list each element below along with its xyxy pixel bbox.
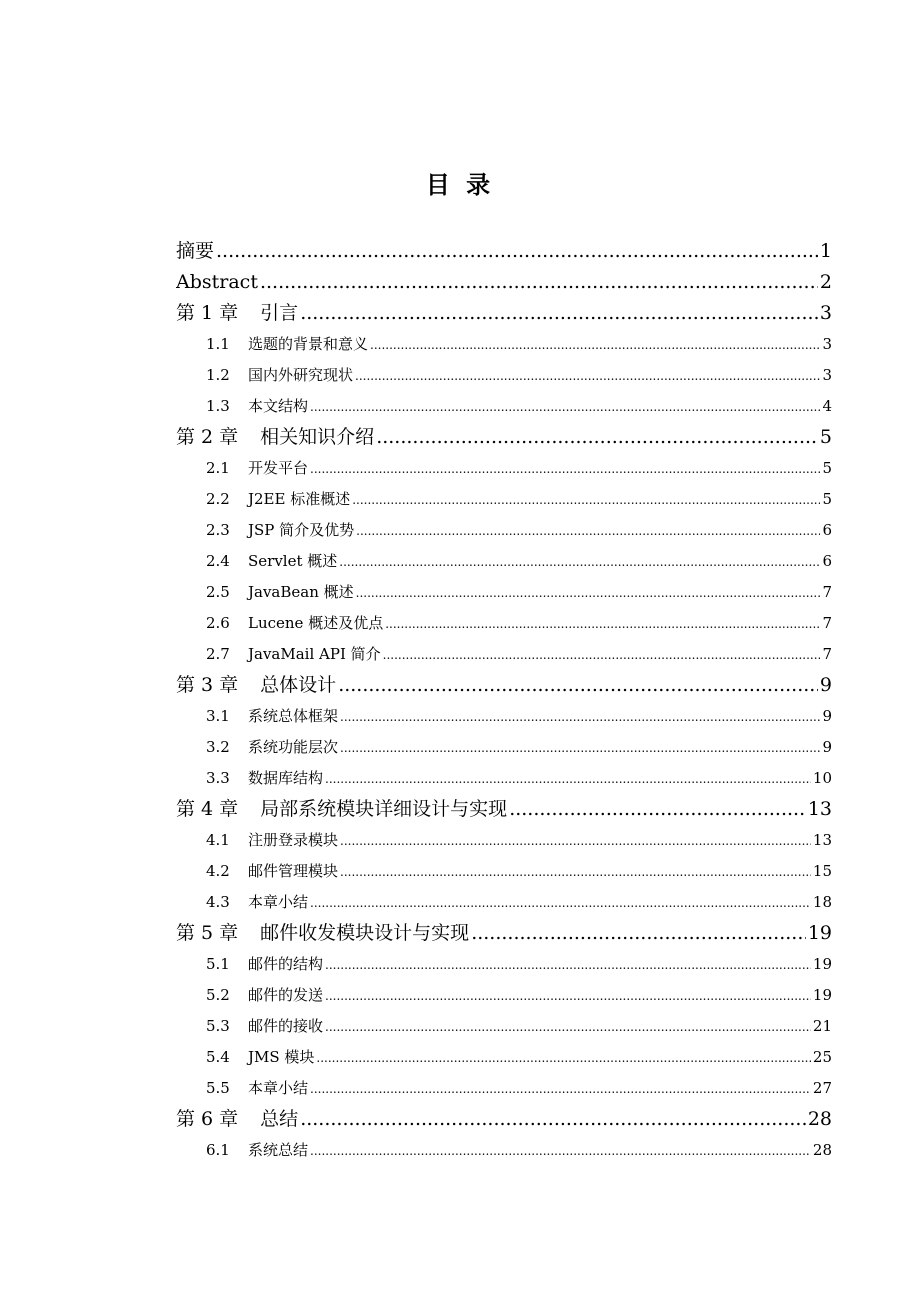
toc-section-entry[interactable] [176,732,832,763]
toc-entry-label: 国内外研究现状 [248,366,354,384]
toc-section-entry[interactable] [176,825,832,856]
toc-entry-page-number: 1 [819,240,832,262]
toc-entry-number: 5.1 [206,955,230,973]
toc-entry-page-number: 27 [812,1079,832,1097]
dot-leader [325,980,811,1011]
dot-leader [356,577,821,608]
toc-chapter-entry[interactable] [176,236,832,267]
dot-leader [340,856,811,887]
toc-entry-label: 总体设计 [260,674,337,696]
dot-leader [340,825,811,856]
toc-chapter-entry[interactable] [176,1104,832,1135]
dot-leader [338,670,818,701]
toc-entry-label: 数据库结构 [248,769,324,787]
toc-section-entry[interactable] [176,639,832,670]
dot-leader [260,267,818,298]
toc-entry-page-number: 13 [807,798,832,820]
toc-entry-page-number: 9 [822,707,832,725]
dot-leader [310,453,820,484]
toc-section-entry[interactable] [176,763,832,794]
dot-leader [340,732,820,763]
toc-entry-page-number: 5 [819,426,832,448]
toc-entry-number: 第 2 章 [176,426,239,448]
toc-entry-label: J2EE 标准概述 [248,490,351,508]
toc-entry-label: 总结 [260,1108,299,1130]
toc-entry-page-number: 9 [822,738,832,756]
toc-entry-label: JavaBean 概述 [248,583,354,601]
toc-section-entry[interactable] [176,856,832,887]
toc-entry-number: 2.7 [206,645,230,663]
toc-entry-number: 3.1 [206,707,230,725]
dot-leader [376,422,818,453]
toc-entry-label: 本文结构 [248,397,309,415]
toc-entry-number: 3.3 [206,769,230,787]
toc-entry-page-number: 7 [822,583,832,601]
toc-entry-page-number: 5 [822,490,832,508]
toc-section-entry[interactable] [176,1011,832,1042]
toc-entry-number: 3.2 [206,738,230,756]
toc-entry-label: 系统总体框架 [248,707,339,725]
toc-entry-page-number: 19 [812,955,832,973]
toc-entry-label: 注册登录模块 [248,831,339,849]
toc-entry-number: 2.3 [206,521,230,539]
toc-entry-label: Servlet 概述 [248,552,338,570]
toc-entry-label: 本章小结 [248,1079,309,1097]
toc-section-entry[interactable] [176,391,832,422]
toc-entry-number: 4.3 [206,893,230,911]
toc-entry-label: 本章小结 [248,893,309,911]
toc-section-entry[interactable] [176,453,832,484]
toc-entry-label: 选题的背景和意义 [248,335,369,353]
toc-chapter-entry[interactable] [176,794,832,825]
dot-leader [310,1135,811,1166]
toc-entry-number: 2.2 [206,490,230,508]
toc-section-entry[interactable] [176,329,832,360]
dot-leader [385,608,820,639]
toc-entry-label: 相关知识介绍 [260,426,375,448]
toc-entry-label: 开发平台 [248,459,309,477]
toc-entry-page-number: 9 [819,674,832,696]
toc-entry-label: 局部系统模块详细设计与实现 [260,798,508,820]
toc-entry-label: 引言 [260,302,299,324]
toc-section-entry[interactable] [176,484,832,515]
toc-entry-number: 第 6 章 [176,1108,239,1130]
toc-entry-page-number: 10 [812,769,832,787]
toc-section-entry[interactable] [176,980,832,1011]
toc-entry-number: 1.2 [206,366,230,384]
toc-section-entry[interactable] [176,360,832,391]
dot-leader [471,918,806,949]
toc-entry-number: 2.6 [206,614,230,632]
toc-entry-label: 邮件的结构 [248,955,324,973]
toc-entry-number: 6.1 [206,1141,230,1159]
dot-leader [310,391,820,422]
toc-section-entry[interactable] [176,949,832,980]
toc-chapter-entry[interactable] [176,267,832,298]
toc-entry-label: 摘要 [176,240,215,262]
table-of-contents [176,236,832,1166]
toc-entry-number: 2.1 [206,459,230,477]
toc-entry-label: JavaMail API 简介 [248,645,381,663]
dot-leader [310,1073,811,1104]
toc-entry-page-number: 21 [812,1017,832,1035]
dot-leader [509,794,806,825]
toc-entry-page-number: 13 [812,831,832,849]
toc-entry-label: 邮件管理模块 [248,862,339,880]
dot-leader [340,701,820,732]
toc-entry-page-number: 19 [807,922,832,944]
dot-leader [339,546,820,577]
toc-entry-label: 邮件的发送 [248,986,324,1004]
toc-entry-number: 第 4 章 [176,798,239,820]
toc-entry-page-number: 18 [812,893,832,911]
dot-leader [383,639,821,670]
toc-chapter-entry[interactable] [176,670,832,701]
toc-entry-page-number: 3 [822,335,832,353]
toc-entry-label: 邮件收发模块设计与实现 [260,922,470,944]
toc-section-entry[interactable] [176,608,832,639]
toc-entry-label: 邮件的接收 [248,1017,324,1035]
toc-chapter-entry[interactable] [176,918,832,949]
dot-leader [310,887,811,918]
toc-chapter-entry[interactable] [176,298,832,329]
toc-entry-number: 2.5 [206,583,230,601]
toc-entry-number: 1.1 [206,335,230,353]
toc-entry-page-number: 3 [819,302,832,324]
toc-section-entry[interactable] [176,1042,832,1073]
toc-entry-page-number: 15 [812,862,832,880]
toc-entry-label: JMS 模块 [248,1048,315,1066]
toc-entry-label: JSP 简介及优势 [248,521,355,539]
toc-section-entry[interactable] [176,1073,832,1104]
dot-leader [300,1104,806,1135]
toc-entry-number: 第 5 章 [176,922,239,944]
toc-section-entry[interactable] [176,577,832,608]
toc-entry-number: 5.2 [206,986,230,1004]
dot-leader [300,298,818,329]
toc-section-entry[interactable] [176,887,832,918]
toc-entry-page-number: 4 [822,397,832,415]
toc-entry-page-number: 3 [822,366,832,384]
toc-entry-label: 系统功能层次 [248,738,339,756]
toc-entry-number: 2.4 [206,552,230,570]
toc-entry-label: Abstract [176,271,258,293]
toc-entry-page-number: 2 [819,271,832,293]
toc-entry-page-number: 5 [822,459,832,477]
toc-entry-page-number: 6 [822,552,832,570]
toc-entry-number: 5.4 [206,1048,230,1066]
toc-entry-page-number: 28 [812,1141,832,1159]
dot-leader [352,484,820,515]
toc-section-entry[interactable] [176,515,832,546]
dot-leader [325,763,811,794]
toc-entry-page-number: 6 [822,521,832,539]
dot-leader [355,360,820,391]
dot-leader [325,949,811,980]
toc-title: 目 录 [425,170,495,199]
toc-entry-number: 4.1 [206,831,230,849]
toc-entry-number: 5.5 [206,1079,230,1097]
toc-entry-number: 4.2 [206,862,230,880]
toc-entry-page-number: 7 [822,614,832,632]
dot-leader [370,329,820,360]
toc-section-entry[interactable] [176,546,832,577]
toc-section-entry[interactable] [176,1135,832,1166]
toc-entry-number: 第 1 章 [176,302,239,324]
dot-leader [356,515,820,546]
dot-leader [325,1011,811,1042]
toc-entry-label: 系统总结 [248,1141,309,1159]
dot-leader [316,1042,810,1073]
toc-entry-label: Lucene 概述及优点 [248,614,384,632]
dot-leader [216,236,818,267]
toc-entry-page-number: 28 [807,1108,832,1130]
toc-section-entry[interactable] [176,701,832,732]
toc-entry-page-number: 19 [812,986,832,1004]
toc-entry-number: 5.3 [206,1017,230,1035]
toc-entry-page-number: 25 [812,1048,832,1066]
toc-entry-page-number: 7 [822,645,832,663]
toc-entry-number: 1.3 [206,397,230,415]
toc-chapter-entry[interactable] [176,422,832,453]
toc-entry-number: 第 3 章 [176,674,239,696]
